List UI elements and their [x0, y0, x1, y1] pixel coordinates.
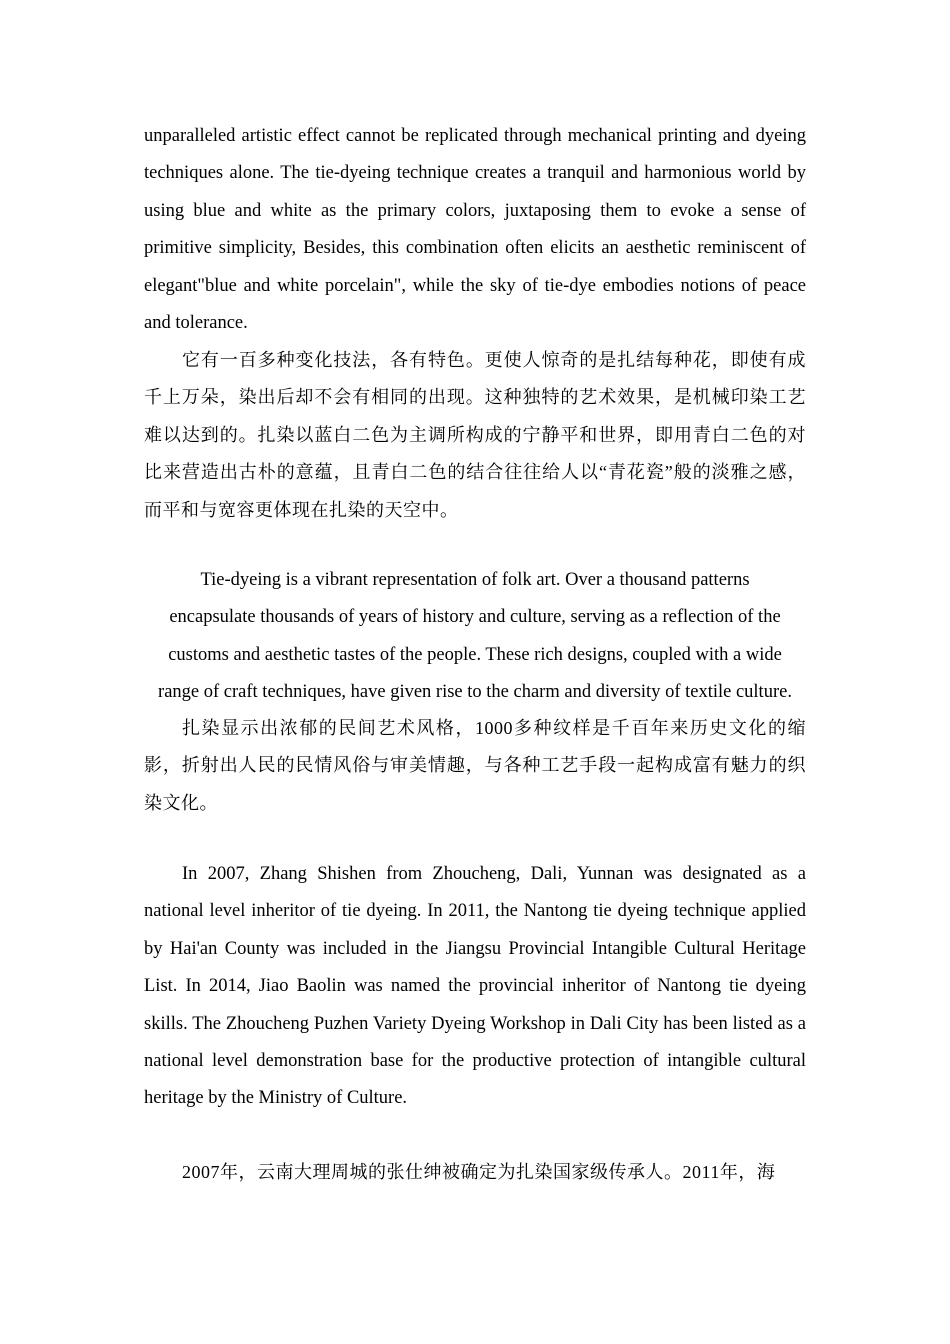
folk-art-line-3: customs and aesthetic tastes of the people. These rich designs, coupled with a wide	[168, 644, 782, 665]
paragraph-chinese-folk-art: 扎染显示出浓郁的民间艺术风格，1000多种纹样是千百年来历史文化的缩影，折射出人民的民情风俗与审美情趣，与各种工艺手段一起构成富有魅力的织染文化。	[144, 718, 806, 813]
folk-art-line-4: range of craft techniques, have given rise to the charm and diversity of textile culture.	[158, 682, 792, 703]
paragraph-chinese-techniques: 它有一百多种变化技法，各有特色。更使人惊奇的是扎结每种花，即使有成千上万朵，染出后却不会有相同的出现。这种独特的艺术效果，是机械印染工艺难以达到的。扎染以蓝白二色为主调所构成的宁静平和世界，即用青白二色的对比来营造出古朴的意蕴，且青白二色的结合往往给人以“青花瓷”般的淡雅之感，而平和与宽容更体现在扎染的天空中。	[144, 350, 806, 520]
paragraph-chinese-inheritors: 2007年，云南大理周城的张仕绅被确定为扎染国家级传承人。2011年，海	[182, 1162, 776, 1182]
paragraph-english-inheritors: In 2007, Zhang Shishen from Zhoucheng, Dali, Yunnan was designated as a national level inheritor of tie dyeing. In 2011, the Nantong tie dyeing technique applied by Hai'an County was included in the Jiangsu Provincial Intangible Cultural Heritage List. In 2014, Jiao Baolin was named the provincial inheritor of Nantong tie dyeing skills. The Zhoucheng Puzhen Variety Dyeing Workshop in Dali City has been listed as a national level demonstration base for the productive protection of intangible cultural heritage by the Ministry of Culture.	[144, 864, 806, 1109]
paragraph-english-folk-art	[144, 562, 806, 712]
paragraph-english-porcelain: unparalleled artistic effect cannot be replicated through mechanical printing and dyeing techniques alone. The tie-dyeing technique creates a tranquil and harmonious world by using blue and white as the primary colors, juxtaposing them to evoke a sense of primitive simplicity, Besides, this combination often elicits an aesthetic reminiscent of elegant"blue and white porcelain", while the sky of tie-dye embodies notions of peace and tolerance.	[144, 126, 806, 334]
folk-art-line-1: Tie-dyeing is a vibrant representation of folk art. Over a thousand patterns	[200, 570, 750, 590]
folk-art-line-2: encapsulate thousands of years of history and culture, serving as a reflection of the	[169, 607, 781, 628]
